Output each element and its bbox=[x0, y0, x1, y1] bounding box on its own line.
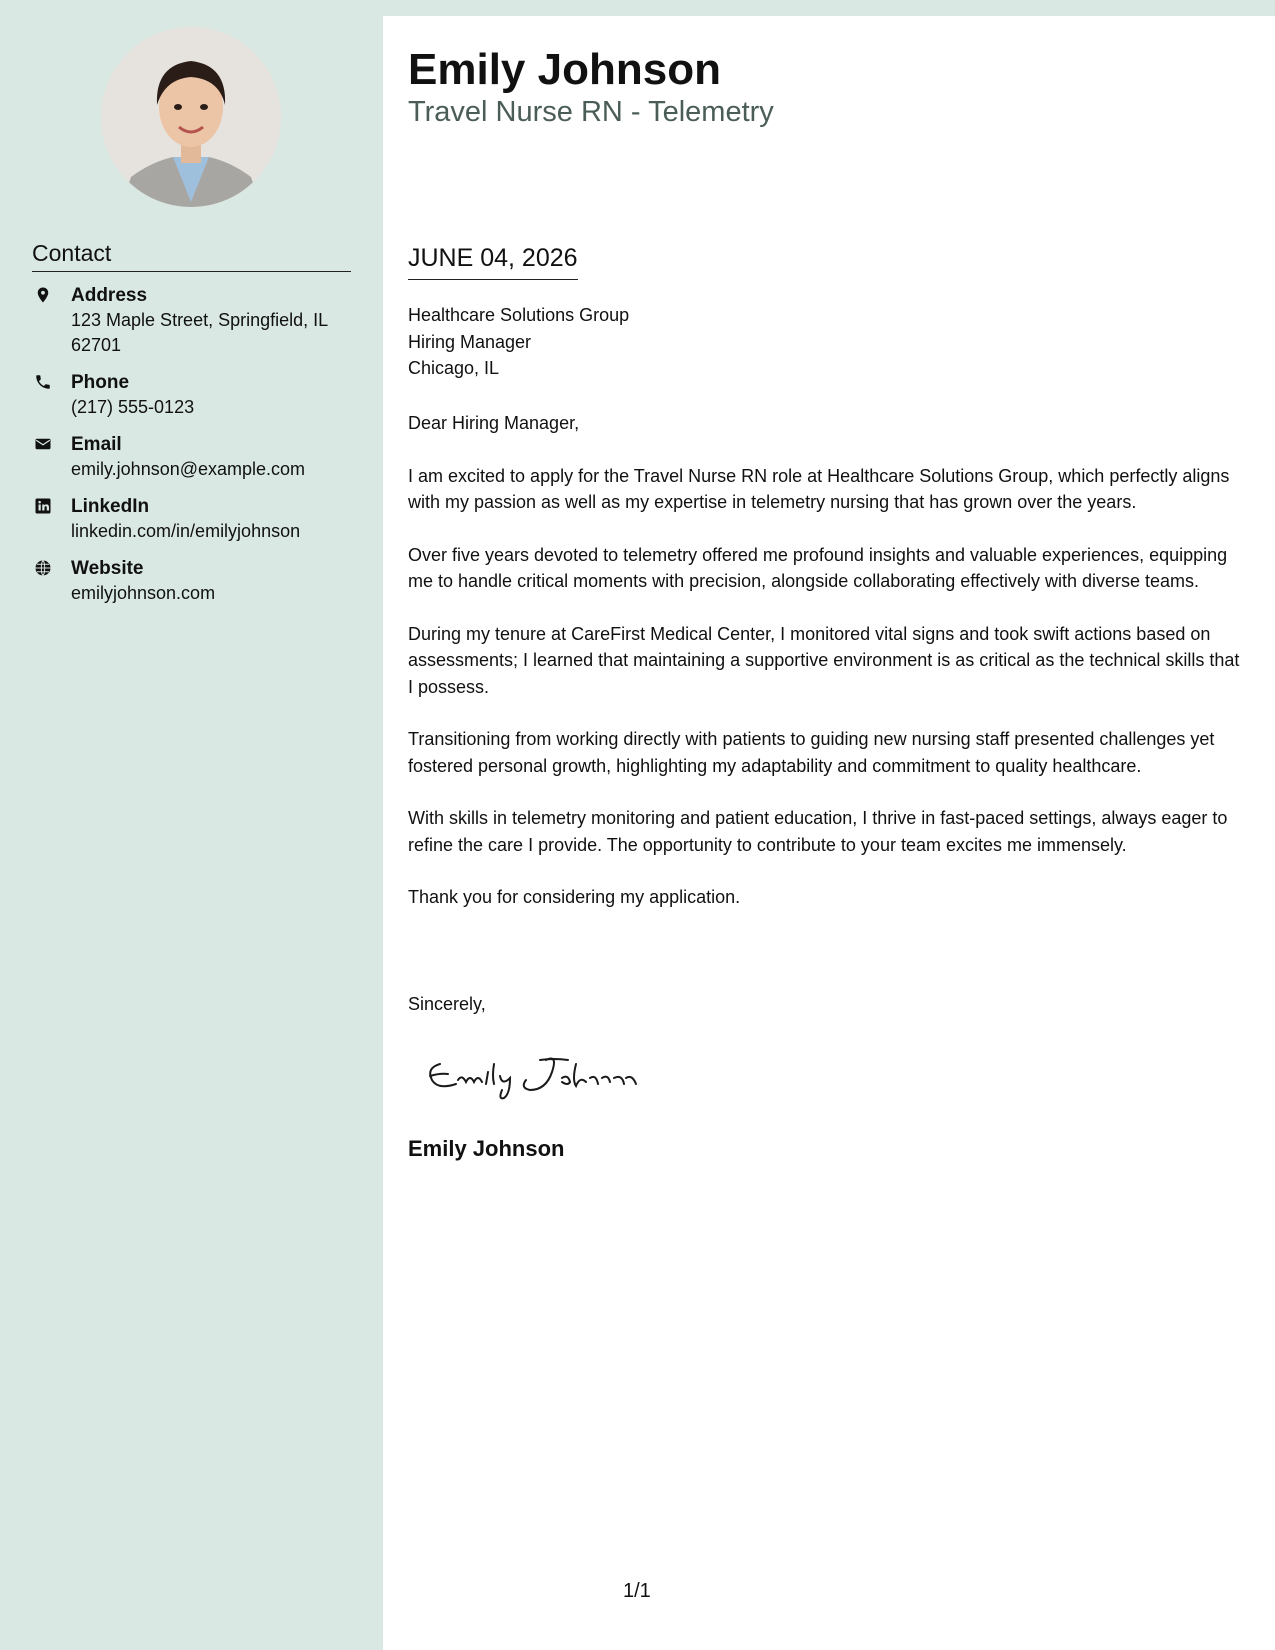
letter-body bbox=[383, 16, 1275, 1650]
contact-list bbox=[32, 284, 362, 619]
contact-value[interactable]: emily.johnson@example.com bbox=[71, 459, 306, 479]
letter-date: JUNE 04, 2026 bbox=[408, 243, 578, 280]
globe-icon bbox=[34, 559, 52, 577]
contact-heading: Contact bbox=[32, 240, 351, 272]
page-number: 1/1 bbox=[623, 1580, 651, 1602]
contact-value: 123 Maple Street, Springfield, IL 62701 bbox=[71, 310, 328, 355]
linkedin-icon bbox=[34, 497, 52, 515]
profile-photo bbox=[101, 27, 281, 207]
recipient-title: Hiring Manager bbox=[408, 331, 532, 352]
letter-paragraph: Over five years devoted to telemetry offered me profound insights and valuable experiences, equipping me to handle critical moments with precision, alongside collaborating effectively with diverse teams. bbox=[408, 544, 1228, 591]
letter-content bbox=[408, 410, 1243, 937]
letter-closing: Sincerely, bbox=[408, 994, 486, 1014]
signed-name: Emily Johnson bbox=[408, 1136, 565, 1161]
contact-value[interactable]: linkedin.com/in/emilyjohnson bbox=[71, 521, 301, 541]
handwritten-signature bbox=[418, 1046, 658, 1106]
recipient-location: Chicago, IL bbox=[408, 358, 500, 378]
letter-paragraph: I am excited to apply for the Travel Nurse RN role at Healthcare Solutions Group, which perfectly aligns with my passion as well as my expertise in telemetry nursing that has grown over the years. bbox=[408, 465, 1230, 512]
contact-label: Website bbox=[71, 558, 144, 579]
contact-item-phone bbox=[32, 371, 362, 420]
contact-item-email bbox=[32, 433, 362, 482]
contact-label: Phone bbox=[71, 372, 130, 393]
letter-greeting: Dear Hiring Manager, bbox=[408, 413, 580, 433]
contact-label: LinkedIn bbox=[71, 496, 150, 517]
letter-paragraph: Thank you for considering my application. bbox=[408, 887, 741, 907]
letter-paragraph: Transitioning from working directly with patients to guiding new nursing staff presented challenges yet fostered personal growth, highlighting my adaptability and commitment to quality healthcare. bbox=[408, 729, 1215, 776]
envelope-icon bbox=[34, 435, 52, 453]
sidebar bbox=[0, 0, 383, 1650]
contact-item-linkedin bbox=[32, 495, 362, 544]
contact-label: Email bbox=[71, 434, 122, 455]
phone-icon bbox=[34, 373, 52, 391]
applicant-name: Emily Johnson bbox=[408, 45, 721, 94]
recipient-block bbox=[408, 302, 629, 382]
letter-paragraph: During my tenure at CareFirst Medical Center, I monitored vital signs and took swift actions based on assessments; I learned that maintaining a supportive environment is as critical as the technical skills that I possess. bbox=[408, 623, 1240, 697]
contact-value[interactable]: emilyjohnson.com bbox=[71, 583, 216, 603]
contact-item-address bbox=[32, 284, 362, 358]
contact-value: (217) 555-0123 bbox=[71, 397, 195, 417]
contact-label: Address bbox=[71, 285, 148, 306]
letter-paragraph: With skills in telemetry monitoring and patient education, I thrive in fast-paced settings, always eager to refine the care I provide. The opportunity to contribute to your team excites me immensely. bbox=[408, 808, 1228, 855]
location-pin-icon bbox=[34, 286, 52, 304]
contact-item-website bbox=[32, 557, 362, 606]
recipient-company: Healthcare Solutions Group bbox=[408, 305, 630, 325]
applicant-title: Travel Nurse RN - Telemetry bbox=[408, 96, 774, 128]
